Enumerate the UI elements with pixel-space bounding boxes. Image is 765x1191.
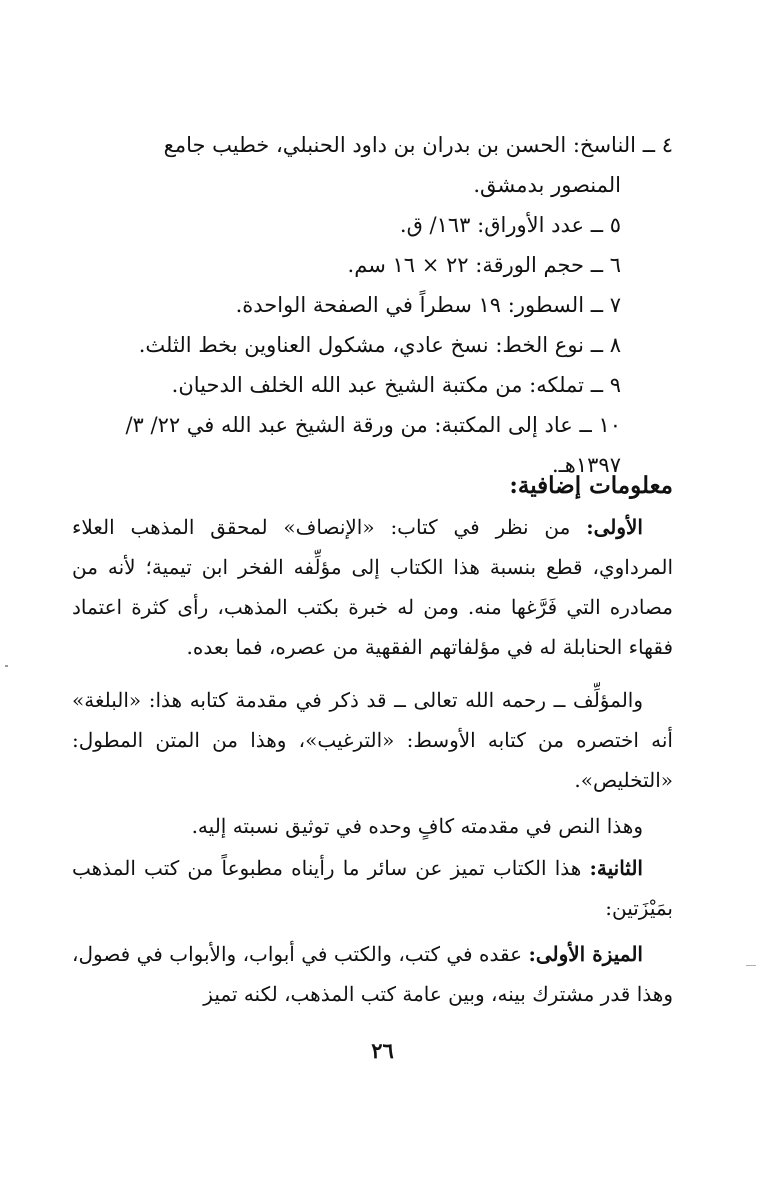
scan-speck: [5, 665, 8, 667]
item-dash: ــ: [642, 133, 656, 157]
item-number: ٧: [609, 293, 621, 317]
paragraph-text: عقده في كتب، والكتب في أبواب، والأبواب في فصول، وهذا قدر مشترك بينه، وبين عامة كتب المذهب، لكنه تميز: [72, 942, 673, 1006]
list-item: [72, 125, 673, 205]
item-text: تملكه: من مكتبة الشيخ عبد الله الخلف الدحيان.: [171, 373, 585, 397]
scan-speck: [746, 965, 756, 966]
section-heading: معلومات إضافية:: [509, 472, 673, 499]
paragraph-author: [72, 680, 673, 800]
paragraph-attestation: [72, 806, 673, 846]
paragraph-text: والمؤلِّف ــ رحمه الله تعالى ــ قد ذكر في مقدمة كتابه هذا: «البلغة» أنه اختصره من كتابه الأوسط: «الترغيب»، وهذا من المتن المطول: «التخليص».: [72, 688, 673, 792]
item-text: نوع الخط: نسخ عادي، مشكول العناوين بخط الثلث.: [138, 333, 585, 357]
item-text: السطور: ١٩ سطراً في الصفحة الواحدة.: [235, 293, 585, 317]
paragraph-second: [72, 848, 673, 928]
item-dash: ــ: [590, 293, 604, 317]
paragraph-first-feature: [72, 934, 673, 1014]
item-text: حجم الورقة: ٢٢ × ١٦ سم.: [347, 253, 585, 277]
list-item: [72, 325, 673, 365]
item-number: ١٠: [598, 413, 621, 437]
item-number: ٩: [609, 373, 621, 397]
page-number: ٢٦: [371, 1038, 394, 1063]
paragraph-lead: الميزة الأولى:: [528, 942, 643, 966]
paragraph-text: من نظر في كتاب: «الإنصاف» لمحقق المذهب العلاء المرداوي، قطع بنسبة هذا الكتاب إلى مؤلِّفه الفخر ابن تيمية؛ لأنه من مصادره التي فَرَّغها منه. ومن له خبرة بكتب المذهب، رأى كثرة اعتماد فقهاء الحنابلة له في مؤلفاتهم الفقهية من عصره، فما بعده.: [72, 515, 673, 659]
paragraph-lead: الثانية:: [589, 856, 643, 880]
item-text: عاد إلى المكتبة: من ورقة الشيخ عبد الله في ٢٢/ ٣/ ١٣٩٧هـ.: [125, 413, 621, 477]
paragraph-text: وهذا النص في مقدمته كافٍ وحده في توثيق نسبته إليه.: [191, 814, 643, 838]
item-text: الناسخ: الحسن بن بدران بن داود الحنبلي، خطيب جامع: [163, 133, 637, 157]
item-dash: ــ: [579, 413, 592, 437]
item-text: عدد الأوراق: ١٦٣/ ق.: [399, 213, 585, 237]
item-dash: ــ: [590, 333, 604, 357]
item-number: ٥: [609, 213, 621, 237]
item-dash: ــ: [590, 373, 604, 397]
paragraph-lead: الأولى:: [586, 515, 643, 539]
list-item: [72, 245, 673, 285]
item-number: ٨: [609, 333, 621, 357]
item-number: ٤: [661, 133, 673, 157]
item-dash: ــ: [590, 253, 604, 277]
manuscript-details-list: [72, 125, 673, 485]
item-dash: ــ: [590, 213, 604, 237]
item-number: ٦: [609, 253, 621, 277]
list-item: [72, 285, 673, 325]
list-item: [72, 365, 673, 405]
list-item: [72, 205, 673, 245]
paragraph-first: [72, 507, 673, 667]
paragraph-text: هذا الكتاب تميز عن سائر ما رأيناه مطبوعاً من كتب المذهب بمَيْزَتين:: [72, 856, 673, 920]
item-text-continuation: المنصور بدمشق.: [473, 173, 621, 197]
